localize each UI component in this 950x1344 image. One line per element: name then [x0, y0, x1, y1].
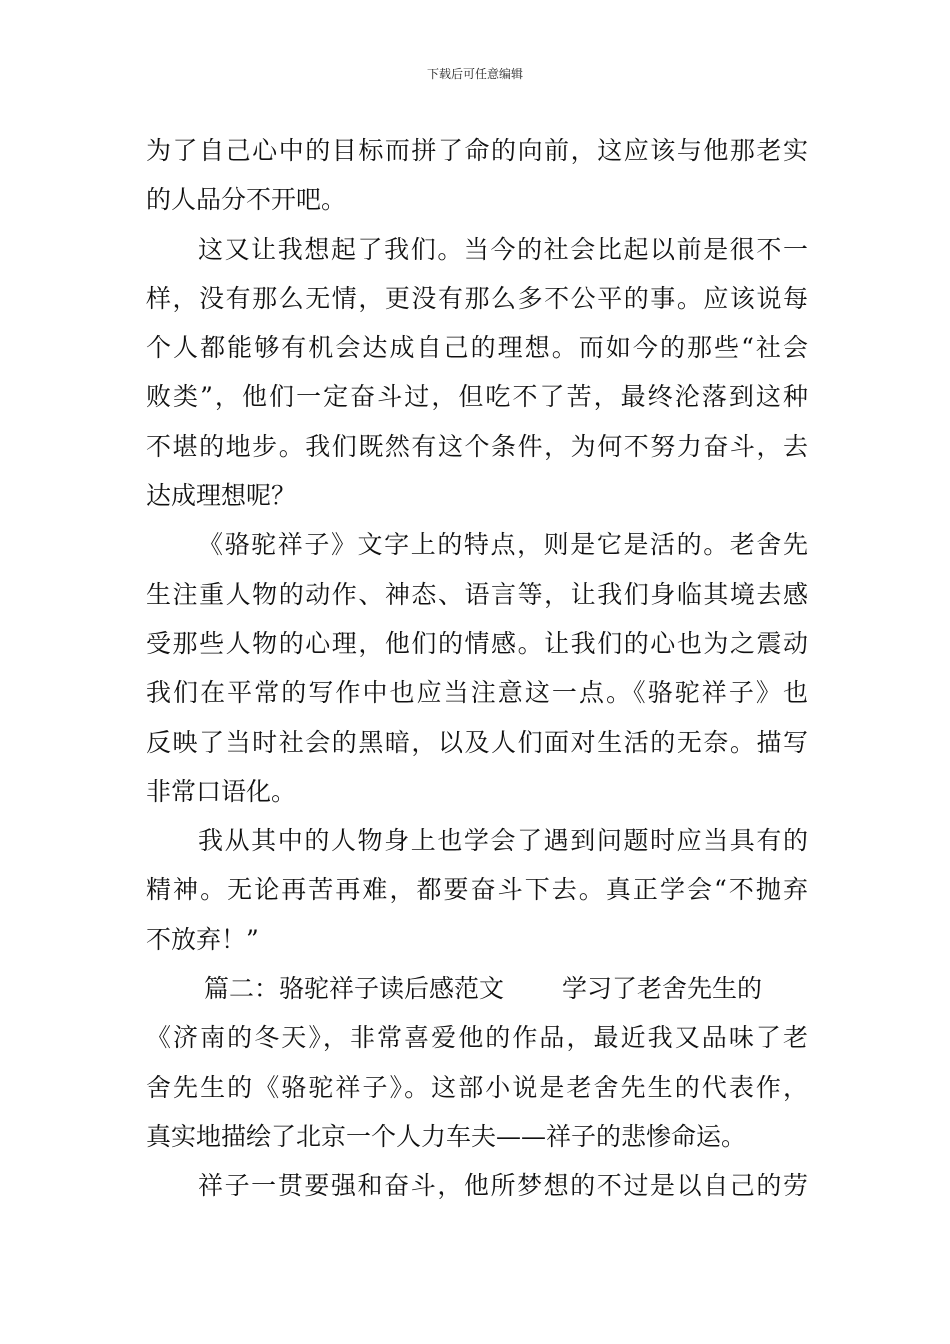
text-line: 祥子一贯要强和奋斗，他所梦想的不过是以自己的劳	[198, 1171, 808, 1201]
text-line: 我们在平常的写作中也应当注意这一点。《骆驼祥子》也	[146, 678, 808, 708]
text-line: 生注重人物的动作、神态、语言等，让我们身临其境去感	[146, 579, 808, 609]
text-line: 真实地描绘了北京一个人力车夫——祥子的悲惨命运。	[146, 1121, 747, 1151]
text-line: 非常口语化。	[146, 776, 297, 806]
section-heading-line	[146, 964, 808, 1013]
page-header: 下载后可任意编辑	[426, 67, 523, 81]
text-line: 精神。无论再苦再难，都要奋斗下去。真正学会“不抛弃	[146, 875, 808, 905]
text-line: 反映了当时社会的黑暗，以及人们面对生活的无奈。描写	[146, 727, 808, 757]
text-line: 不堪的地步。我们既然有这个条件，为何不努力奋斗，去	[146, 431, 808, 461]
text-line: 我从其中的人物身上也学会了遇到问题时应当具有的	[198, 826, 808, 856]
section-heading: 篇二：骆驼祥子读后感范文	[204, 974, 505, 1004]
text-line: 《济南的冬天》，非常喜爱他的作品，最近我又品味了老	[146, 1023, 808, 1053]
text-line: 受那些人物的心理，他们的情感。让我们的心也为之震动	[146, 628, 808, 658]
heading-tail-text: 学习了老舍先生的	[562, 974, 763, 1004]
text-line: 舍先生的《骆驼祥子》。这部小说是老舍先生的代表作，	[146, 1072, 808, 1102]
text-line: 《骆驼祥子》文字上的特点，则是它是活的。老舍先	[198, 530, 808, 560]
text-line: 败类”，他们一定奋斗过，但吃不了苦，最终沦落到这种	[146, 382, 808, 412]
text-line: 为了自己心中的目标而拼了命的向前，这应该与他那老实	[146, 136, 808, 165]
text-line: 个人都能够有机会达成自己的理想。而如今的那些“社会	[146, 333, 808, 363]
text-line: 的人品分不开吧。	[146, 185, 347, 215]
body-text	[146, 126, 808, 1211]
text-line: 不放弃！”	[146, 924, 259, 954]
text-line: 这又让我想起了我们。当今的社会比起以前是很不一	[198, 234, 808, 264]
text-line: 样，没有那么无情，更没有那么多不公平的事。应该说每	[146, 283, 808, 313]
text-line: 达成理想呢？	[146, 481, 297, 511]
